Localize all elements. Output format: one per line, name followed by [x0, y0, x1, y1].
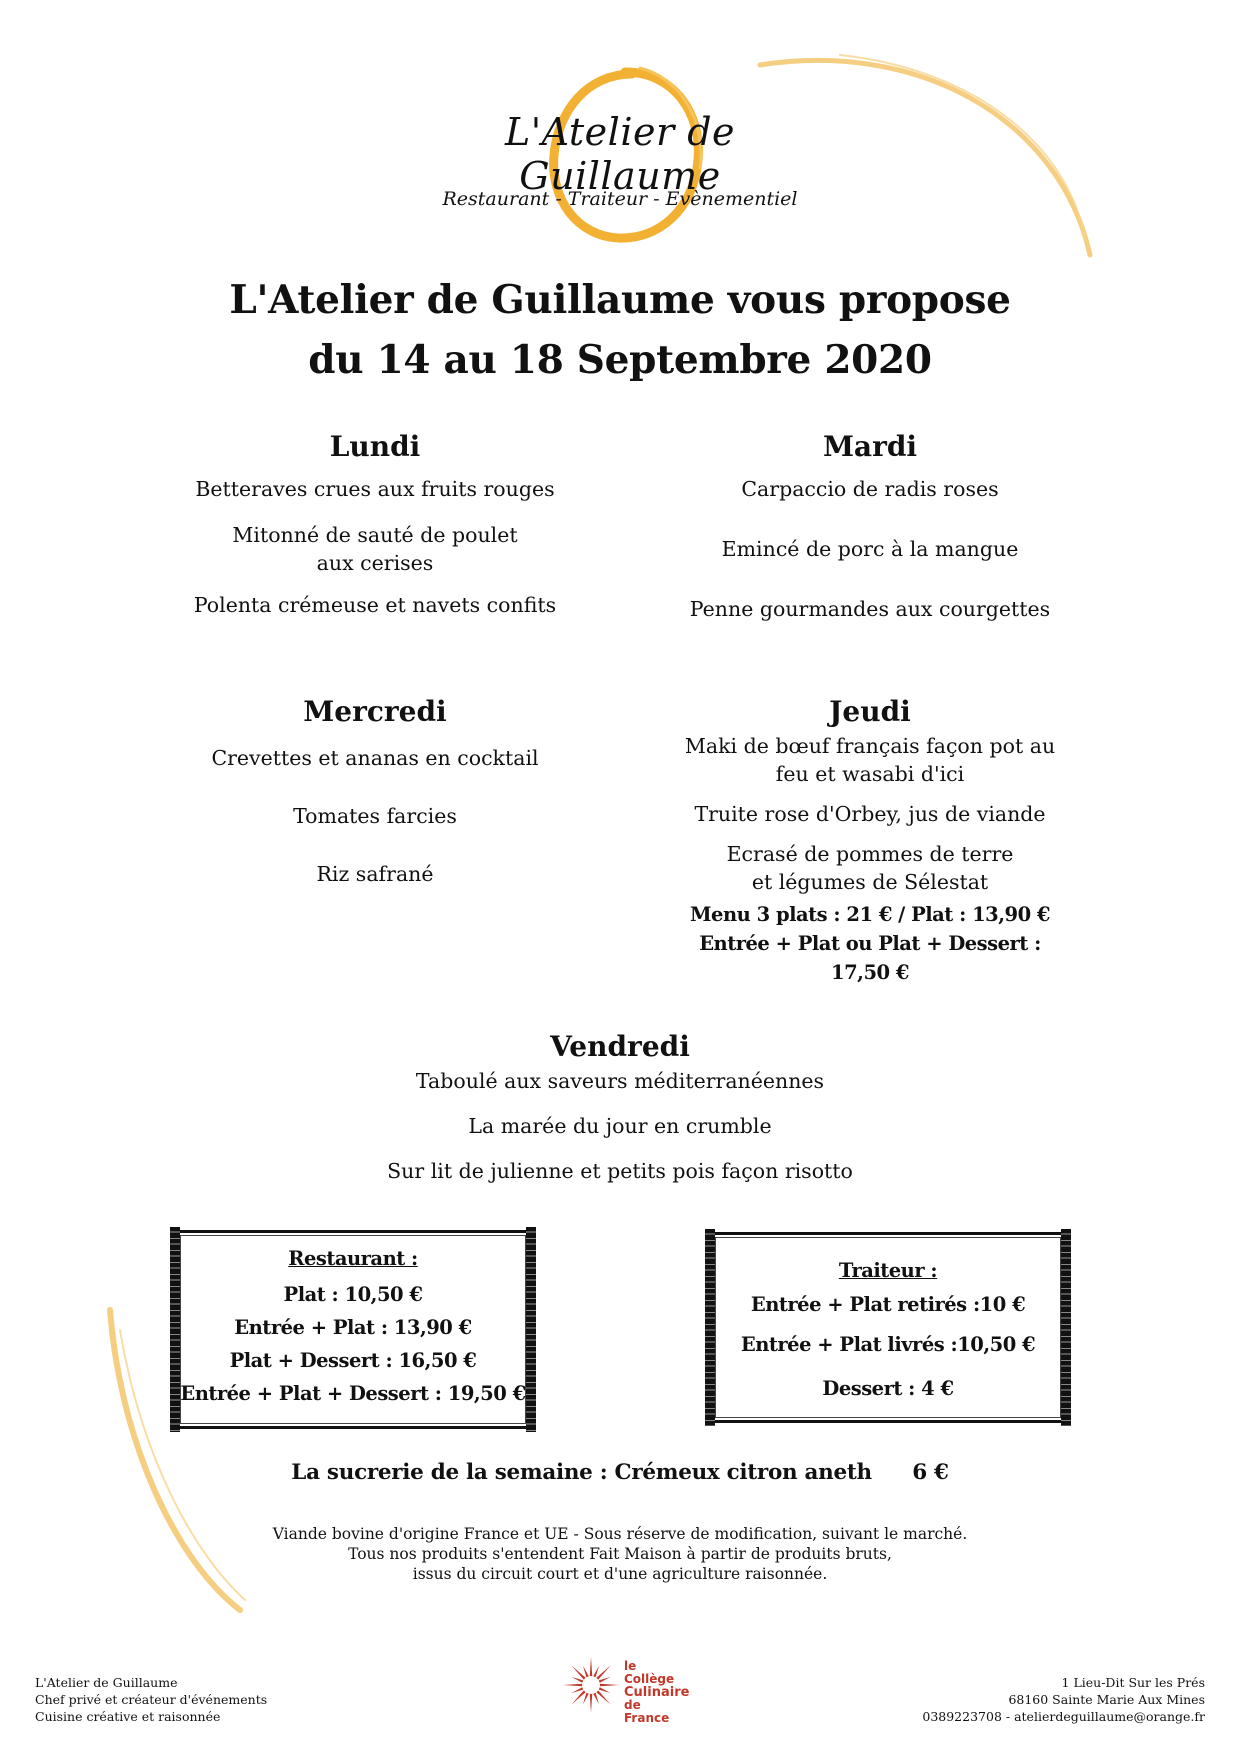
footer-left: [35, 1674, 267, 1725]
footer-line: 1 Lieu-Dit Sur les Prés: [1061, 1675, 1205, 1690]
dish-item: Betteraves crues aux fruits rouges: [195, 477, 555, 501]
dish-item: Tomates farcies: [293, 804, 457, 828]
footer-line: L'Atelier de Guillaume: [35, 1675, 178, 1690]
dish-item: Ecrasé de pommes de terre: [726, 842, 1014, 866]
dish-item: Riz safrané: [316, 862, 434, 886]
starburst-ray: [596, 1690, 610, 1704]
day-block-mercredi: [175, 695, 575, 888]
starburst-ray: [571, 1690, 585, 1704]
note-line: issus du circuit court et d'une agriculture raisonnée.: [412, 1565, 828, 1583]
dish-item: Sur lit de julienne et petits pois façon risotto: [387, 1159, 853, 1183]
box-heading: Traiteur :: [838, 1259, 938, 1282]
day-heading: Mardi: [822, 430, 918, 463]
dish-item: Crevettes et ananas en cocktail: [211, 746, 539, 770]
box-price-line: Plat + Dessert : 16,50 €: [229, 1349, 477, 1372]
title-line-2: du 14 au 18 Septembre 2020: [308, 337, 932, 383]
day-block-mardi: [670, 430, 1070, 623]
day-block-vendredi: [320, 1030, 920, 1185]
box-price-line: Entrée + Plat livrés :10,50 €: [740, 1333, 1036, 1356]
dish-item: La marée du jour en crumble: [468, 1114, 772, 1138]
starburst-ray: [583, 1693, 589, 1705]
footer-line: Chef privé et créateur d'événements: [35, 1692, 268, 1707]
box-price-line: Entrée + Plat retirés :10 €: [750, 1293, 1026, 1316]
starburst-ray: [596, 1665, 610, 1679]
starburst-ray: [600, 1684, 619, 1687]
footer-line: Cuisine créative et raisonnée: [35, 1709, 221, 1724]
starburst-ray: [593, 1666, 599, 1678]
college-logo-line: Culinaire: [624, 1685, 690, 1700]
box-price-line: Plat : 10,50 €: [283, 1283, 423, 1306]
title-line-1: L'Atelier de Guillaume vous propose: [229, 277, 1011, 323]
starburst-ray: [590, 1657, 593, 1676]
footer-right: [922, 1674, 1205, 1725]
restaurant-price-box: [175, 1230, 531, 1429]
dish-item: aux cerises: [316, 551, 434, 575]
starburst-ray: [599, 1677, 611, 1683]
box-heading: Restaurant :: [288, 1247, 418, 1270]
dish-item: Taboulé aux saveurs méditerranéennes: [415, 1069, 825, 1093]
sweet-of-the-week: [170, 1460, 1070, 1485]
dish-item: Penne gourmandes aux courgettes: [689, 597, 1051, 621]
box-price-line: Dessert : 4 €: [822, 1377, 954, 1400]
dish-item: Carpaccio de radis roses: [741, 477, 999, 501]
page-title: [170, 270, 1070, 390]
day-heading: Jeudi: [829, 695, 911, 728]
starburst-ray: [563, 1684, 582, 1687]
starburst-ray: [572, 1687, 584, 1693]
starburst-ray: [583, 1666, 589, 1678]
dish-item: Emincé de porc à la mangue: [721, 537, 1019, 561]
restaurant-logo: [420, 60, 820, 260]
starburst-icon: [560, 1654, 622, 1716]
footer-line: 0389223708 - atelierdeguillaume@orange.fr: [922, 1709, 1205, 1724]
day-heading: Vendredi: [550, 1030, 690, 1063]
starburst-ray: [590, 1694, 593, 1713]
footnote: [170, 1524, 1070, 1584]
dish-item: feu et wasabi d'ici: [775, 762, 965, 786]
box-price-line: Entrée + Plat : 13,90 €: [234, 1316, 472, 1339]
dish-item: Truite rose d'Orbey, jus de viande: [694, 802, 1046, 826]
menu-price-line: Entrée + Plat ou Plat + Dessert : 17,50 €: [699, 932, 1041, 984]
traiteur-price-box: [710, 1232, 1066, 1423]
day-heading: Lundi: [329, 430, 421, 463]
dish-item: Maki de bœuf français façon pot au: [684, 734, 1056, 758]
day-heading: Mercredi: [303, 695, 447, 728]
sweet-label: La sucrerie de la semaine : Crémeux citron aneth: [291, 1460, 872, 1485]
sweet-price: 6 €: [912, 1460, 949, 1485]
day-block-jeudi: [670, 695, 1070, 987]
note-line: Viande bovine d'origine France et UE - Sous réserve de modification, suivant le marché.: [272, 1525, 968, 1543]
note-line: Tous nos produits s'entendent Fait Maison à partir de produits bruts,: [348, 1545, 892, 1563]
box-price-line: Entrée + Plat + Dessert : 19,50 €: [180, 1382, 526, 1405]
starburst-ray: [593, 1693, 599, 1705]
menu-price-line: Menu 3 plats : 21 € / Plat : 13,90 €: [689, 903, 1051, 926]
footer-line: 68160 Sainte Marie Aux Mines: [1008, 1692, 1205, 1707]
logo-wordmark: L'Atelier de Guillaume: [504, 110, 736, 198]
day-block-lundi: [175, 430, 575, 619]
dish-item: Mitonné de sauté de poulet: [232, 523, 518, 547]
starburst-ray: [572, 1677, 584, 1683]
college-logo-line: de France: [624, 1698, 670, 1725]
college-logo-line: le Collège: [624, 1659, 675, 1686]
dish-item: et légumes de Sélestat: [751, 870, 989, 894]
logo-tagline: Restaurant - Traiteur - Evènementiel: [442, 188, 798, 210]
college-culinaire-logo: [560, 1650, 690, 1725]
starburst-ray: [571, 1665, 585, 1679]
starburst-ray: [599, 1687, 611, 1693]
dish-item: Polenta crémeuse et navets confits: [193, 593, 557, 617]
